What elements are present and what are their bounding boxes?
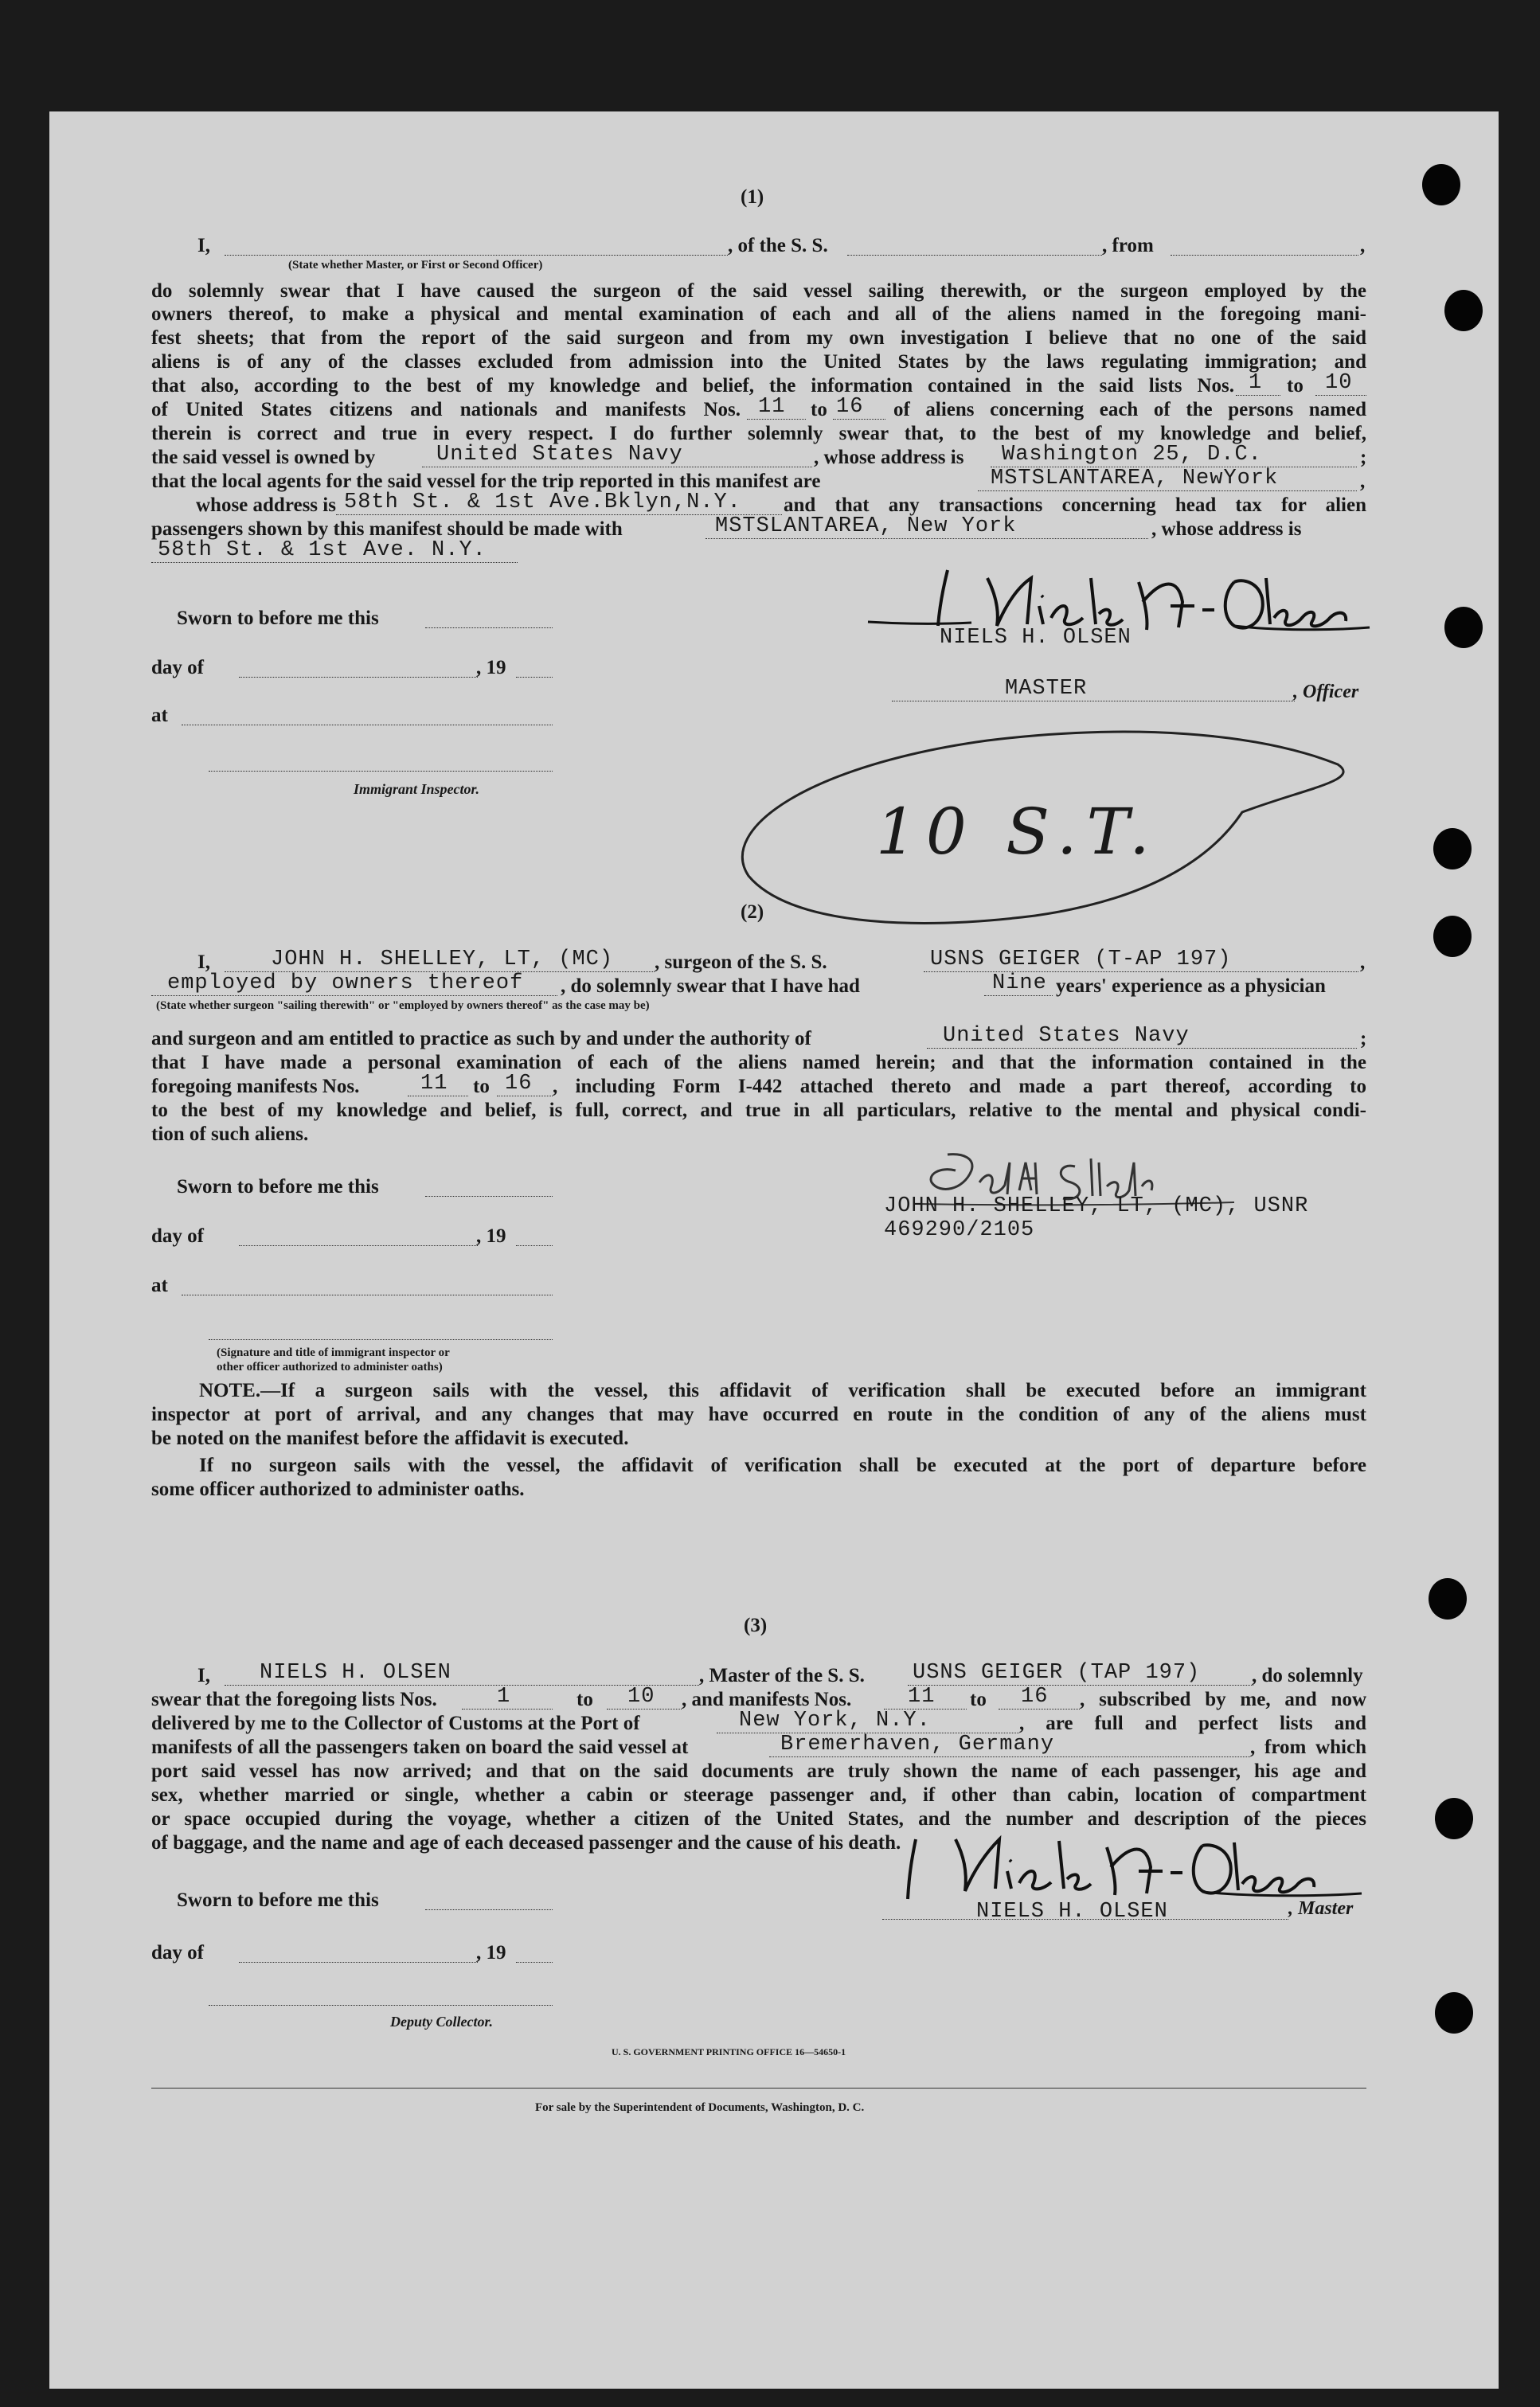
s1-from: , from <box>1102 235 1154 256</box>
s3-line-7: or space occupied during the voyage, whether a citizen of the United States, and the number and description of the pieces <box>151 1808 1366 1830</box>
s2-line-5: to the best of my knowledge and belief, is full, correct, and true in all particulars, relative to the mental and physical condi- <box>151 1100 1366 1121</box>
s1-line-2: owners thereof, to make a physical and mental examination of each and all of the aliens named in the foregoing mani- <box>151 303 1366 325</box>
s1-owner-address: Washington 25, D.C. <box>1002 443 1262 467</box>
s1-head-tax-address: 58th St. & 1st Ave. N.Y. <box>158 538 487 562</box>
punch-hole <box>1429 1578 1467 1620</box>
s1-agents: MSTSLANTAREA, NewYork <box>991 467 1279 490</box>
s3-typed-name: NIELS H. OLSEN <box>976 1900 1168 1924</box>
s1-day-of: day of <box>151 657 204 678</box>
s2-sworn: Sworn to before me this <box>177 1176 379 1198</box>
section-1-number: (1) <box>741 186 764 208</box>
s1-lists-to: to <box>1287 375 1304 397</box>
s2-manifests-from: 11 <box>420 1072 448 1096</box>
s1-aliens-concerning: of aliens concerning each of the persons named <box>893 399 1366 420</box>
s2-at: at <box>151 1275 168 1296</box>
s2-line-4a: foregoing manifests Nos. <box>151 1076 360 1097</box>
footer-gpo: U. S. GOVERNMENT PRINTING OFFICE 16—54650-1 <box>612 2046 846 2057</box>
s1-local-agents: that the local agents for the said vessel for the trip reported in this manifest are <box>151 471 821 492</box>
punch-hole <box>1433 916 1472 957</box>
master-signature <box>868 1823 1362 1911</box>
s2-manifests-to: 16 <box>505 1072 533 1096</box>
s1-lists-from: 1 <box>1249 371 1263 395</box>
s1-owned-by: the said vessel is owned by <box>151 447 376 468</box>
s2-ship: USNS GEIGER (T-AP 197) <box>930 948 1232 971</box>
s2-line-6: tion of such aliens. <box>151 1123 309 1145</box>
s3-master-name: NIELS H. OLSEN <box>260 1661 451 1685</box>
s1-sworn: Sworn to before me this <box>177 608 379 629</box>
s1-comma2: , <box>1360 471 1366 492</box>
s1-from-line <box>1171 255 1358 256</box>
s1-manifests-from: 11 <box>758 395 786 419</box>
s1-i: I, <box>197 235 210 256</box>
s1-owner: United States Navy <box>436 443 683 467</box>
s1-semicolon: ; <box>1360 447 1367 468</box>
s3-day-of: day of <box>151 1942 204 1964</box>
s2-nineteen: , 19 <box>476 1225 506 1247</box>
s1-line-6: of United States citizens and nationals and manifests Nos. <box>151 399 741 420</box>
s3-line-2a: swear that the foregoing lists Nos. <box>151 1689 437 1710</box>
s2-semicolon: ; <box>1360 1028 1367 1049</box>
section-3-number: (3) <box>744 1615 768 1636</box>
s3-master-label: , Master <box>1288 1898 1354 1919</box>
punch-hole <box>1422 164 1460 205</box>
s1-officer-line <box>225 255 728 256</box>
s2-typed-signature: JOHN H. SHELLEY, LT, (MC), USNR <box>884 1194 1309 1218</box>
s3-to-1: to <box>577 1689 593 1710</box>
s2-authority: United States Navy <box>943 1024 1190 1048</box>
s1-ship-line <box>847 255 1102 256</box>
s2-serial: 469290/2105 <box>884 1218 1035 1242</box>
s3-collector-label: Deputy Collector. <box>390 2014 493 2030</box>
s3-port: New York, N.Y. <box>739 1709 931 1733</box>
s1-of-ss: , of the S. S. <box>728 235 828 256</box>
punch-hole <box>1433 828 1472 869</box>
note-line-1: NOTE.—If a surgeon sails with the vessel, this affidavit of verification shall be executed before an immigrant <box>199 1380 1366 1401</box>
s3-to-2: to <box>970 1689 987 1710</box>
s1-line-1: do solemnly swear that I have caused the surgeon of the said vessel sailing therewith, or the surgeon employed by the <box>151 280 1366 302</box>
s1-officer-name: NIELS H. OLSEN <box>940 626 1132 650</box>
s1-officer-label: , Officer <box>1293 682 1359 702</box>
s3-manifests-to: 16 <box>1021 1685 1049 1709</box>
s3-line-6: sex, whether married or single, whether a cabin or steerage passenger and, if other than cabin, location of compartment <box>151 1784 1366 1806</box>
punch-hole <box>1435 1798 1473 1839</box>
s2-to: to <box>473 1076 490 1097</box>
section-2-number: (2) <box>741 901 764 923</box>
s3-sworn: Sworn to before me this <box>177 1889 379 1911</box>
s3-solemnly: , do solemnly <box>1252 1665 1363 1686</box>
s2-employed: employed by owners thereof <box>167 971 524 995</box>
s3-master-of: , Master of the S. S. <box>699 1665 865 1686</box>
s1-head-tax-agent: MSTSLANTAREA, New York <box>715 514 1017 538</box>
s2-line-3: that I have made a personal examination of each of the aliens named herein; and that the information contained in the <box>151 1052 1366 1073</box>
s2-day-of: day of <box>151 1225 204 1247</box>
s1-whose-address-2: whose address is <box>196 494 336 516</box>
s1-passengers: passengers shown by this manifest should be made with <box>151 518 623 540</box>
punch-hole <box>1444 290 1483 331</box>
s1-officer-rank: MASTER <box>1005 677 1088 701</box>
note-line-4: If no surgeon sails with the vessel, the affidavit of verification shall be executed at the port of departure before <box>199 1455 1366 1476</box>
s3-line-3b: , are full and perfect lists and <box>1019 1713 1366 1734</box>
s3-nineteen: , 19 <box>476 1942 506 1964</box>
s2-i: I, <box>197 951 210 973</box>
s1-manifests-to: to <box>811 399 827 420</box>
note-line-2: inspector at port of arrival, and any changes that may have occurred en route in the condition of any of the aliens must <box>151 1404 1366 1425</box>
s1-agents-address: 58th St. & 1st Ave.Bklyn,N.Y. <box>344 490 741 514</box>
note-line-5: some officer authorized to administer oaths. <box>151 1479 525 1500</box>
punch-hole <box>1444 607 1483 648</box>
s3-line-5: port said vessel has now arrived; and that on the said documents are truly shown the name of each passenger, his age and <box>151 1760 1366 1782</box>
s1-comma: , <box>1360 235 1366 256</box>
footer-sale: For sale by the Superintendent of Documents, Washington, D. C. <box>535 2101 865 2114</box>
s1-inspector-label: Immigrant Inspector. <box>354 781 480 797</box>
s3-departure: Bremerhaven, Germany <box>780 1733 1055 1756</box>
s2-line-4b: , including Form I-442 attached thereto and made a part thereof, according to <box>553 1076 1366 1097</box>
note-line-3: be noted on the manifest before the affidavit is executed. <box>151 1428 629 1449</box>
s3-i: I, <box>197 1665 210 1686</box>
punch-hole <box>1435 1992 1473 2034</box>
s3-lists-from: 1 <box>497 1685 511 1709</box>
s2-years-text: years' experience as a physician <box>1056 975 1326 997</box>
s1-nineteen: , 19 <box>476 657 506 678</box>
s1-manifests-to-value: 16 <box>836 395 864 419</box>
s3-lists-to: 10 <box>627 1685 655 1709</box>
s1-line-7: therein is correct and true in every respect. I do further solemnly swear that, to the best of my knowledge and belief, <box>151 423 1366 444</box>
s2-surgeon-of: , surgeon of the S. S. <box>655 951 827 973</box>
s1-whose-address: , whose address is <box>814 447 964 468</box>
s2-surgeon-name: JOHN H. SHELLEY, LT, (MC) <box>271 948 614 971</box>
s2-years: Nine <box>992 971 1047 995</box>
s1-line-5: that also, according to the best of my knowledge and belief, the information contained in the said lists Nos. <box>151 375 1234 397</box>
s3-line-2b: , and manifests Nos. <box>682 1689 852 1710</box>
s3-ship: USNS GEIGER (TAP 197) <box>913 1661 1201 1685</box>
s3-line-3a: delivered by me to the Collector of Customs at the Port of <box>151 1713 640 1734</box>
s1-under-label: (State whether Master, or First or Second Officer) <box>288 259 543 272</box>
s3-line-4b: , from which <box>1250 1737 1366 1758</box>
s2-state-label: (State whether surgeon "sailing therewith" or "employed by owners thereof" as the case may be) <box>156 999 650 1012</box>
s1-lists-to-value: 10 <box>1325 371 1353 395</box>
s2-sig-label-2: other officer authorized to administer oaths) <box>217 1361 443 1373</box>
s3-line-2c: , subscribed by me, and now <box>1080 1689 1366 1710</box>
s1-line-3: fest sheets; that from the report of the said surgeon and from my own investigation I believe that no one of the said <box>151 327 1366 349</box>
s1-at: at <box>151 705 168 726</box>
s1-whose-address-3: , whose address is <box>1151 518 1302 540</box>
handwritten-annotation: 10 S.T. <box>876 795 1159 869</box>
s3-line-8: of baggage, and the name and age of each deceased passenger and the cause of his death. <box>151 1832 901 1854</box>
s1-and-that: and that any transactions concerning head tax for alien <box>784 494 1366 516</box>
s2-swear: , do solemnly swear that I have had <box>561 975 860 997</box>
s2-authority-text: and surgeon and am entitled to practice as such by and under the authority of <box>151 1028 811 1049</box>
s2-comma: , <box>1360 951 1366 973</box>
s3-line-4a: manifests of all the passengers taken on board the said vessel at <box>151 1737 689 1758</box>
s3-manifests-from: 11 <box>908 1685 936 1709</box>
s1-line-4: aliens is of any of the classes excluded from admission into the United States by the laws regulating immigration; and <box>151 351 1366 373</box>
s2-sig-label-1: (Signature and title of immigrant inspector or <box>217 1346 450 1359</box>
